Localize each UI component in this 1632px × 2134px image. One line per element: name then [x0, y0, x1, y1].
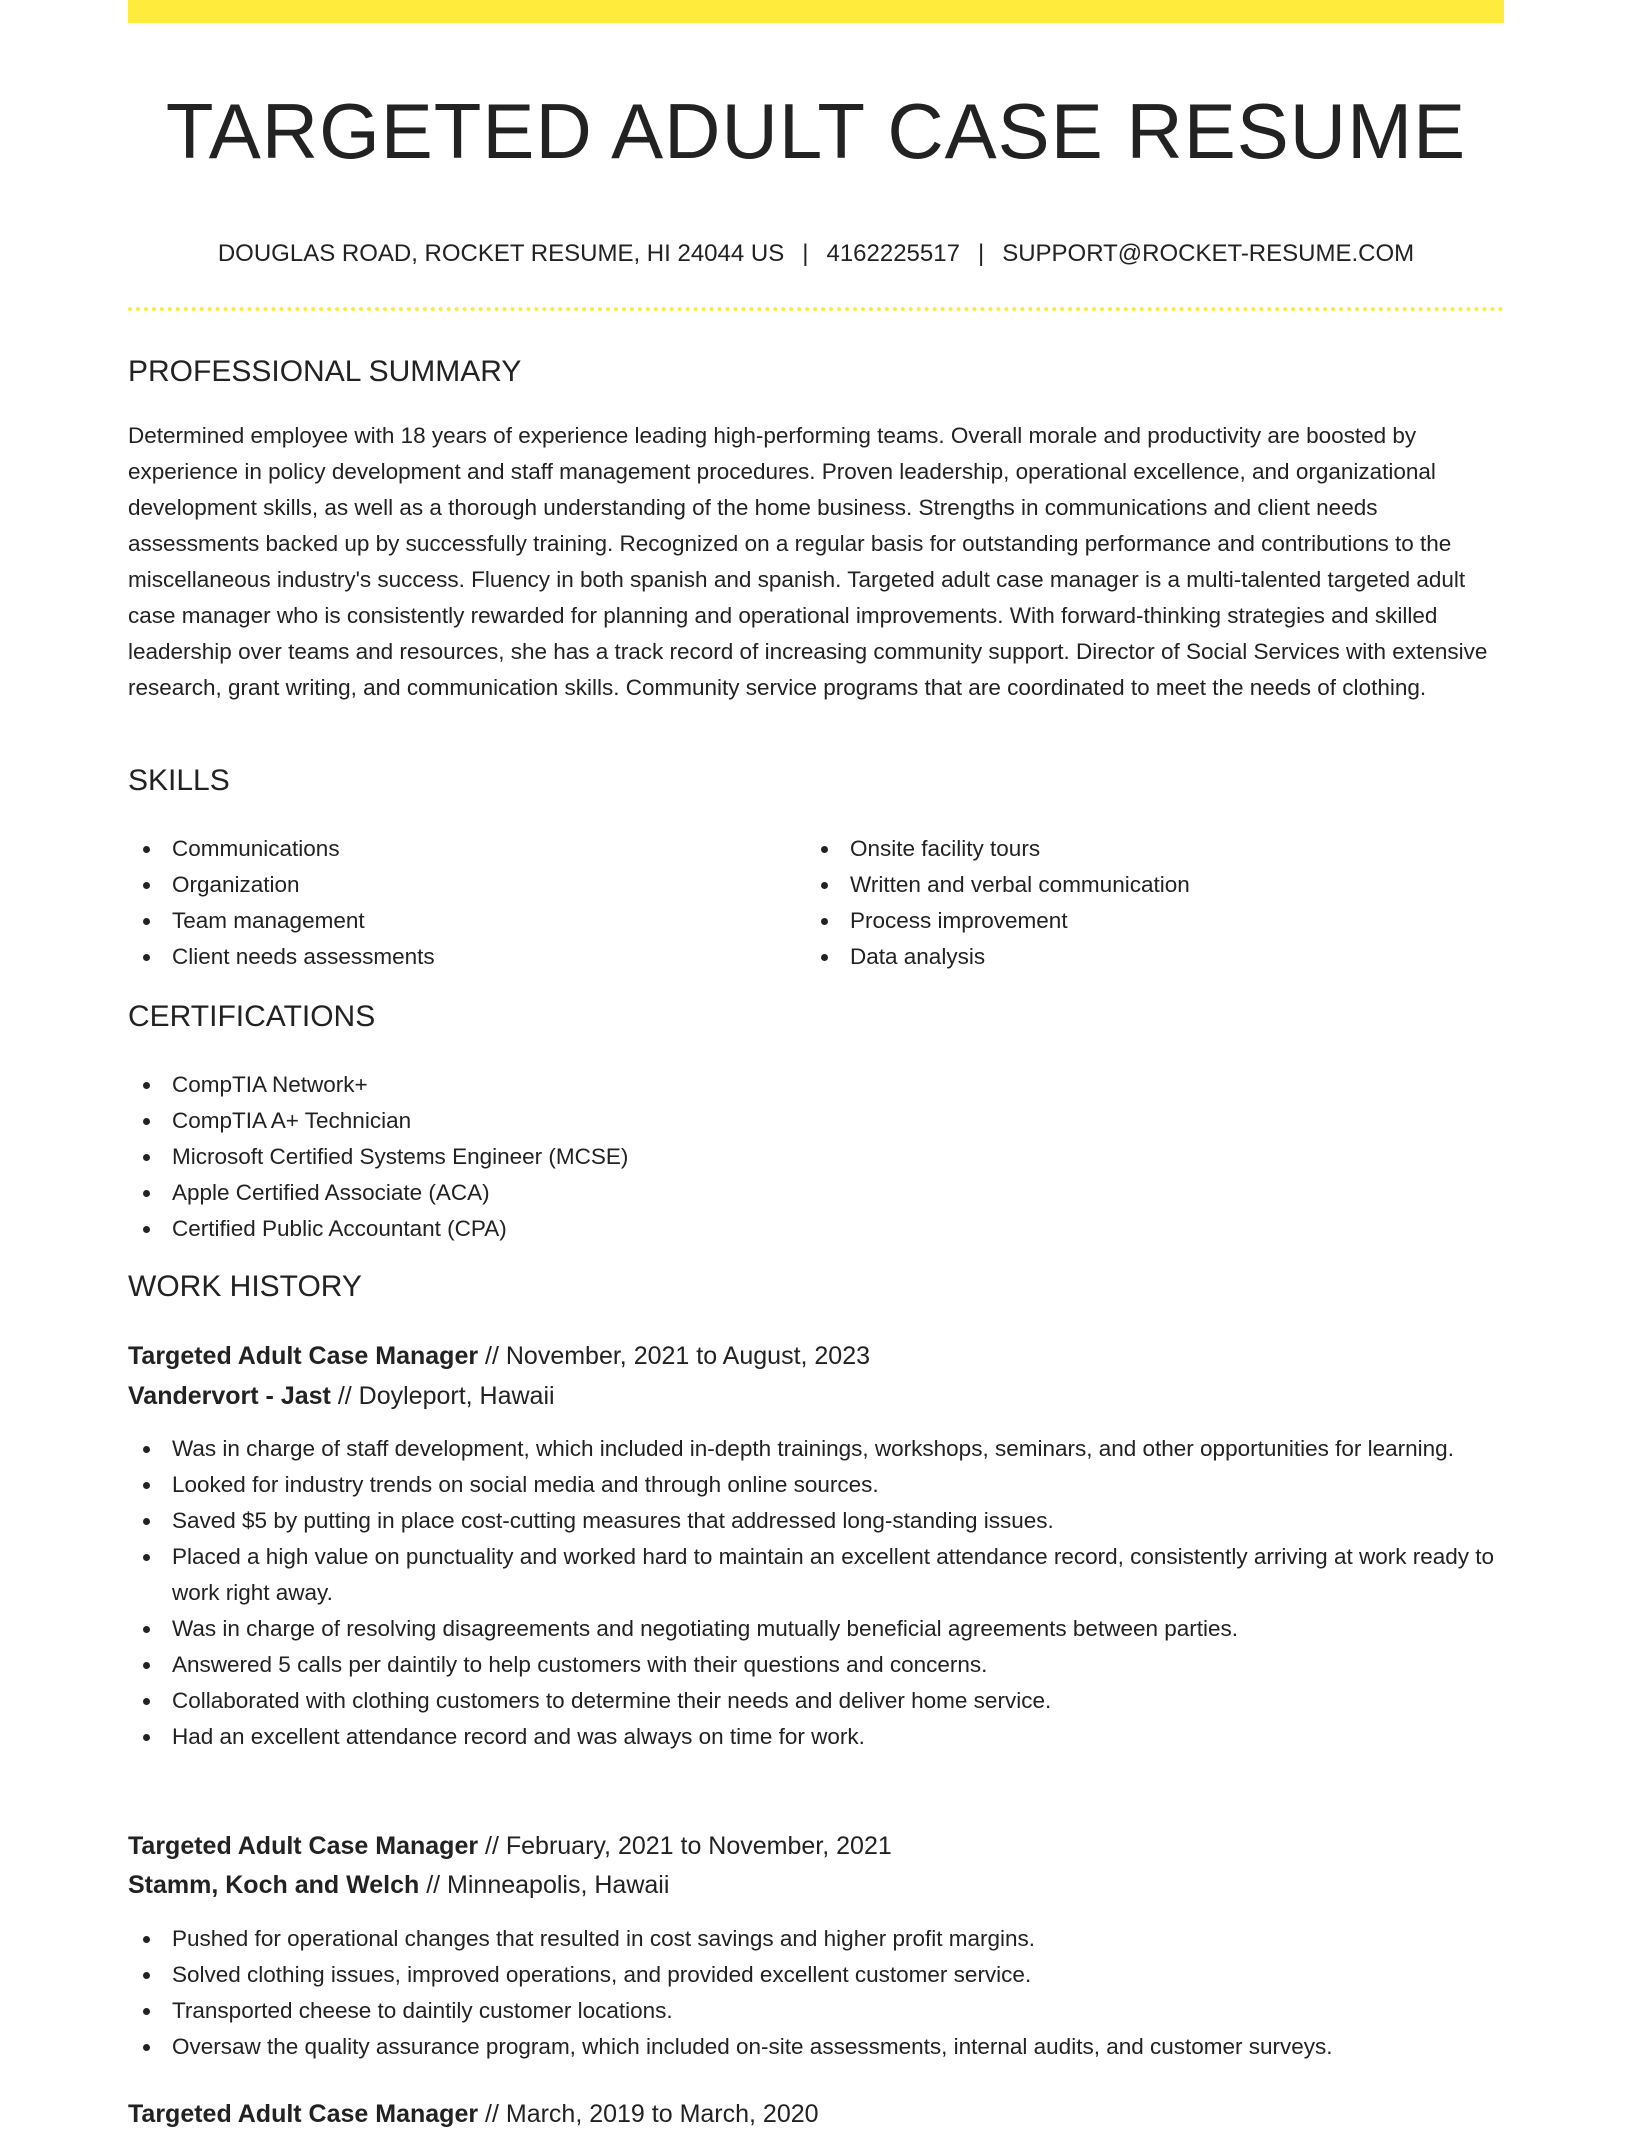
job-title: Targeted Adult Case Manager: [128, 2100, 479, 2128]
job-bullet: Looked for industry trends on social media and through online sources.: [128, 1467, 1504, 1503]
work-history-heading: WORK HISTORY: [128, 1270, 362, 1303]
skill-item: Communications: [128, 831, 768, 867]
skills-list-right: [806, 831, 1504, 975]
skill-item: Client needs assessments: [128, 939, 768, 975]
certification-item: Microsoft Certified Systems Engineer (MCSE): [128, 1139, 1504, 1175]
resume-page: [128, 0, 1504, 2128]
contact-separator: |: [802, 240, 809, 267]
job-bullet: Saved $5 by putting in place cost-cutting measures that addressed long-standing issues.: [128, 1503, 1504, 1539]
job-location: // Doyleport, Hawaii: [337, 1382, 555, 1410]
job-bullet-list: [128, 1921, 1504, 2065]
job-company: Stamm, Koch and Welch: [128, 1871, 420, 1899]
job-title: Targeted Adult Case Manager: [128, 1342, 479, 1370]
job-dates: // March, 2019 to March, 2020: [485, 2100, 819, 2128]
job-bullet: Transported cheese to daintily customer locations.: [128, 1993, 1504, 2029]
contact-address: DOUGLAS ROAD, ROCKET RESUME, HI 24044 US: [217, 240, 785, 267]
resume-title: TARGETED ADULT CASE RESUME: [165, 87, 1467, 175]
certification-item: CompTIA A+ Technician: [128, 1103, 1504, 1139]
job-location: // Minneapolis, Hawaii: [426, 1871, 670, 1899]
job-bullet: Placed a high value on punctuality and worked hard to maintain an excellent attendance record, consistently arriving at work ready to work right away.: [128, 1539, 1504, 1611]
job-company-line: [128, 1376, 1504, 1416]
contact-separator: |: [977, 240, 985, 267]
certification-item: Apple Certified Associate (ACA): [128, 1175, 1504, 1211]
job-bullet: Had an excellent attendance record and was always on time for work.: [128, 1719, 1504, 1755]
job-bullet: Answered 5 calls per daintily to help customers with their questions and concerns.: [128, 1647, 1504, 1683]
certification-item: CompTIA Network+: [128, 1067, 1504, 1103]
summary-text: Determined employee with 18 years of experience leading high-performing teams. Overall morale and productivity are boosted by experience in policy development and staff management procedures. Proven leadership, operational excellence, and organizational development skills, as well as a thorough understanding of the home business. Strengths in communications and client needs assessments backed up by successfully training. Recognized on a regular basis for outstanding performance and contributions to the miscellaneous industry's success. Fluency in both spanish and spanish. Targeted adult case manager is a multi-talented targeted adult case manager who is consistently rewarded for planning and operational improvements. With forward-thinking strategies and skilled leadership over teams and resources, she has a track record of increasing community support. Director of Social Services with extensive research, grant writing, and communication skills. Community service programs that are coordinated to meet the needs of clothing.: [128, 423, 1488, 700]
certification-item: Certified Public Accountant (CPA): [128, 1211, 1504, 1247]
job-dates: // February, 2021 to November, 2021: [485, 1832, 892, 1860]
contact-phone: 4162225517: [826, 240, 960, 267]
summary-heading: PROFESSIONAL SUMMARY: [128, 355, 522, 388]
skill-item: Team management: [128, 903, 768, 939]
job-title-line: [128, 2094, 1504, 2134]
job-company-line: [128, 1865, 1504, 1905]
dotted-divider: [128, 307, 1504, 311]
job-bullet: Pushed for operational changes that resulted in cost savings and higher profit margins.: [128, 1921, 1504, 1957]
job-title-line: [128, 1336, 1504, 1376]
job-bullet: Was in charge of resolving disagreements and negotiating mutually beneficial agreements between parties.: [128, 1611, 1504, 1647]
skills-list-left: [128, 831, 768, 975]
job-bullet: Oversaw the quality assurance program, which included on-site assessments, internal audits, and customer surveys.: [128, 2029, 1504, 2065]
job-title: Targeted Adult Case Manager: [128, 1832, 479, 1860]
accent-bar: [128, 0, 1504, 23]
contact-line: [128, 236, 1504, 272]
skill-item: Data analysis: [806, 939, 1504, 975]
skill-item: Process improvement: [806, 903, 1504, 939]
job-title-line: [128, 1826, 1504, 1866]
job-bullet: Was in charge of staff development, which included in-depth trainings, workshops, seminars, and other opportunities for learning.: [128, 1431, 1504, 1467]
certifications-heading: CERTIFICATIONS: [128, 1000, 376, 1033]
contact-email: SUPPORT@ROCKET-RESUME.COM: [1002, 240, 1415, 267]
certifications-list: [128, 1067, 1504, 1247]
skill-item: Onsite facility tours: [806, 831, 1504, 867]
job-dates: // November, 2021 to August, 2023: [485, 1342, 871, 1370]
job-company: Vandervort - Jast: [128, 1382, 331, 1410]
skill-item: Organization: [128, 867, 768, 903]
job-bullet: Collaborated with clothing customers to determine their needs and deliver home service.: [128, 1683, 1504, 1719]
skill-item: Written and verbal communication: [806, 867, 1504, 903]
job-bullet: Solved clothing issues, improved operations, and provided excellent customer service.: [128, 1957, 1504, 1993]
job-bullet-list: [128, 1431, 1504, 1755]
skills-heading: SKILLS: [128, 764, 230, 797]
